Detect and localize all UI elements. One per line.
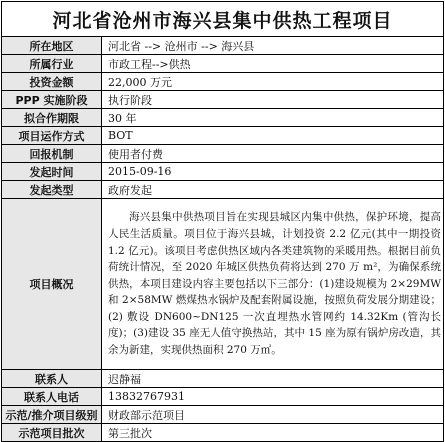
row-value: 财政部示范项目 [102, 406, 444, 424]
row-value: 执行阶段 [102, 91, 444, 109]
row-value: 2015-09-16 [102, 163, 444, 181]
row-label: 所属行业 [2, 55, 102, 73]
row-label: PPP 实施阶段 [2, 91, 102, 109]
row-label: 联系人 [2, 370, 102, 388]
page-title: 河北省沧州市海兴县集中供热工程项目 [1, 1, 444, 36]
project-overview-text [102, 199, 444, 370]
row-value: 市政工程-->供热 [102, 55, 444, 73]
table-row [2, 370, 444, 388]
row-label: 项目概况 [2, 199, 102, 370]
row-label: 投资金额 [2, 73, 102, 91]
row-value: 30 年 [102, 109, 444, 127]
table-row [2, 109, 444, 127]
row-label: 示范/推介项目级别 [2, 406, 102, 424]
row-label: 回报机制 [2, 145, 102, 163]
table-row [2, 424, 444, 442]
row-value: 13832767931 [102, 388, 444, 406]
row-value: 使用者付费 [102, 145, 444, 163]
table-row [2, 406, 444, 424]
table-row [2, 181, 444, 199]
row-label: 拟合作期限 [2, 109, 102, 127]
overview-paragraph: 海兴县集中供热项目旨在实现县城区内集中供热，保护环境，提高人民生活质量。项目位于海兴县城，计划投资 2.2 亿元(其中一期投资 1.2 亿元)。该项目考虑供热区域内各类建筑物的采暖用热。根据目前负荷统计情况，至 2020 年城区供热负荷将达到 270 万 m²，为确保系统供热，本项目建设内容主要包括以下三部分：(1)建设规模为 2×29MW 和 2×58MW 燃煤热水锅炉及配套附属设施，按照负荷发展分期建设；(2) 敷设 DN600~DN125 一次直埋热水管网约 14.32Km (管沟长度)；(3)建设 35 座无人值守换热站，其中 15 座为原有锅炉房改造，其余为新建，实现供热面积 270 万㎡。 [108, 211, 441, 357]
table-row [2, 73, 444, 91]
table-row-overview [2, 199, 444, 370]
table-row [2, 145, 444, 163]
row-value: BOT [102, 127, 444, 145]
project-info-table [1, 36, 444, 442]
row-label: 联系人电话 [2, 388, 102, 406]
row-label: 所在地区 [2, 37, 102, 55]
row-label: 发起类型 [2, 181, 102, 199]
row-value: 22,000 万元 [102, 73, 444, 91]
table-row [2, 388, 444, 406]
row-value: 迟静福 [102, 370, 444, 388]
row-label: 示范项目批次 [2, 424, 102, 442]
table-row [2, 127, 444, 145]
table-row [2, 163, 444, 181]
row-value: 第三批次 [102, 424, 444, 442]
table-row [2, 91, 444, 109]
table-row [2, 37, 444, 55]
row-value: 河北省 --> 沧州市 --> 海兴县 [102, 37, 444, 55]
project-info-page [1, 1, 444, 440]
table-row [2, 55, 444, 73]
row-label: 项目运作方式 [2, 127, 102, 145]
row-value: 政府发起 [102, 181, 444, 199]
row-label: 发起时间 [2, 163, 102, 181]
